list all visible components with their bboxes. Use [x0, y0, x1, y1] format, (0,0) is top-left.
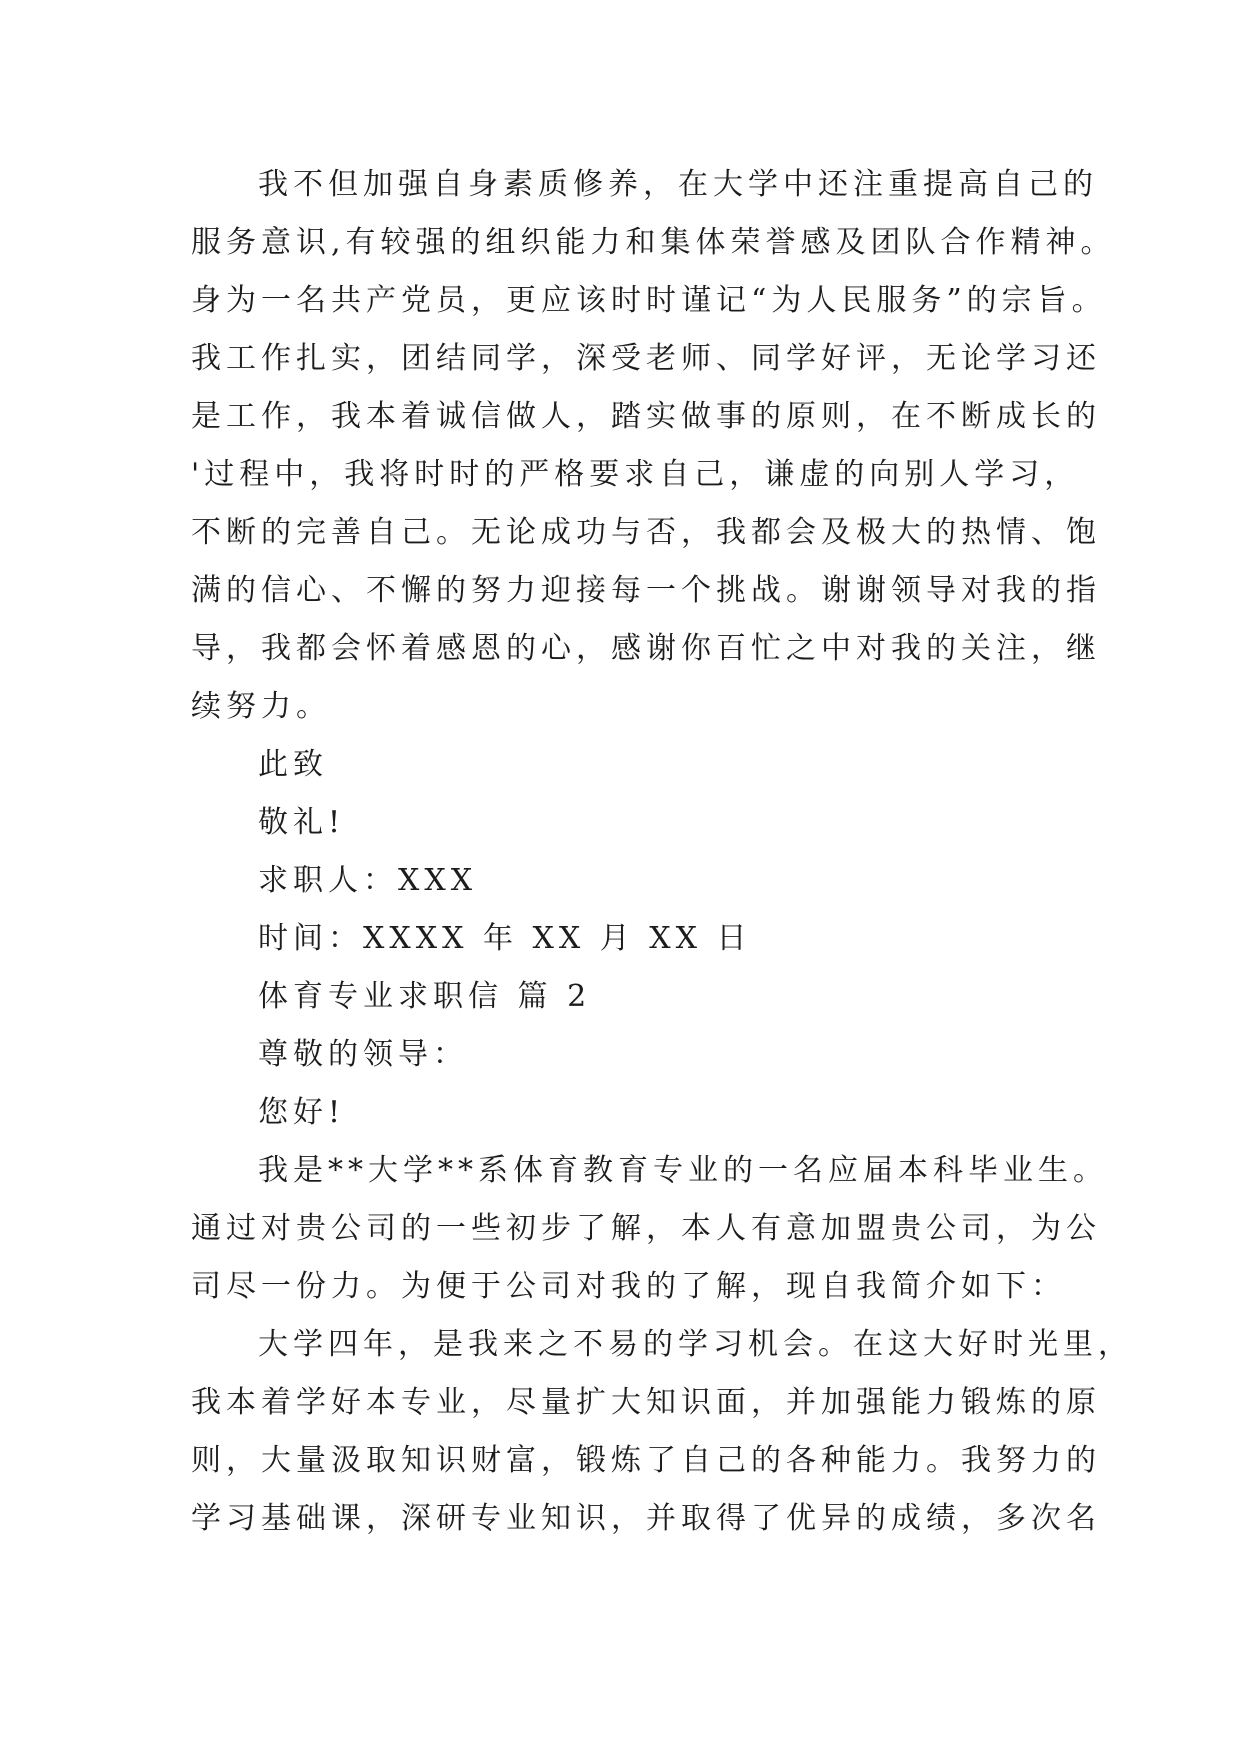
text-line: 通过对贵公司的一些初步了解，本人有意加盟贵公司，为公: [191, 1211, 1101, 1246]
text-line: 是工作，我本着诚信做人，踏实做事的原则，在不断成长的: [191, 399, 1101, 434]
letter-date: 时间：XXXX 年 XX 月 XX 日: [258, 921, 752, 956]
text-line: 司尽一份力。为便于公司对我的了解，现自我简介如下：: [191, 1269, 1066, 1304]
text-line: '过程中，我将时时的严格要求自己，谦虚的向别人学习，: [191, 457, 1080, 492]
greeting-hello: 您好!: [258, 1095, 346, 1130]
closing-salutation: 此致: [258, 747, 328, 782]
text-line: 服务意识,有较强的组织能力和集体荣誉感及团队合作精神。: [191, 225, 1116, 260]
closing-regards: 敬礼!: [258, 805, 346, 840]
text-line: 我工作扎实，团结同学，深受老师、同学好评，无论学习还: [191, 341, 1101, 376]
greeting: 尊敬的领导：: [258, 1037, 468, 1072]
text-line: 我本着学好本专业，尽量扩大知识面，并加强能力锻炼的原: [191, 1385, 1101, 1420]
text-line: 不断的完善自己。无论成功与否，我都会及极大的热情、饱: [191, 515, 1101, 550]
text-line: 则，大量汲取知识财富，锻炼了自己的各种能力。我努力的: [191, 1443, 1101, 1478]
applicant-name: 求职人：XXX: [258, 863, 478, 898]
text-line: 我不但加强自身素质修养，在大学中还注重提高自己的: [258, 167, 1098, 202]
text-line: 续努力。: [191, 689, 331, 724]
text-line: 学习基础课，深研专业知识，并取得了优异的成绩，多次名: [191, 1501, 1101, 1536]
text-line: 身为一名共产党员，更应该时时谨记“为人民服务”的宗旨。: [191, 283, 1107, 318]
text-line: 我是**大学**系体育教育专业的一名应届本科毕业生。: [258, 1153, 1108, 1188]
text-line: 大学四年，是我来之不易的学习机会。在这大好时光里，: [258, 1327, 1133, 1362]
section-title: 体育专业求职信 篇 2: [258, 979, 592, 1014]
text-line: 导，我都会怀着感恩的心，感谢你百忙之中对我的关注，继: [191, 631, 1101, 666]
text-line: 满的信心、不懈的努力迎接每一个挑战。谢谢领导对我的指: [191, 573, 1101, 608]
